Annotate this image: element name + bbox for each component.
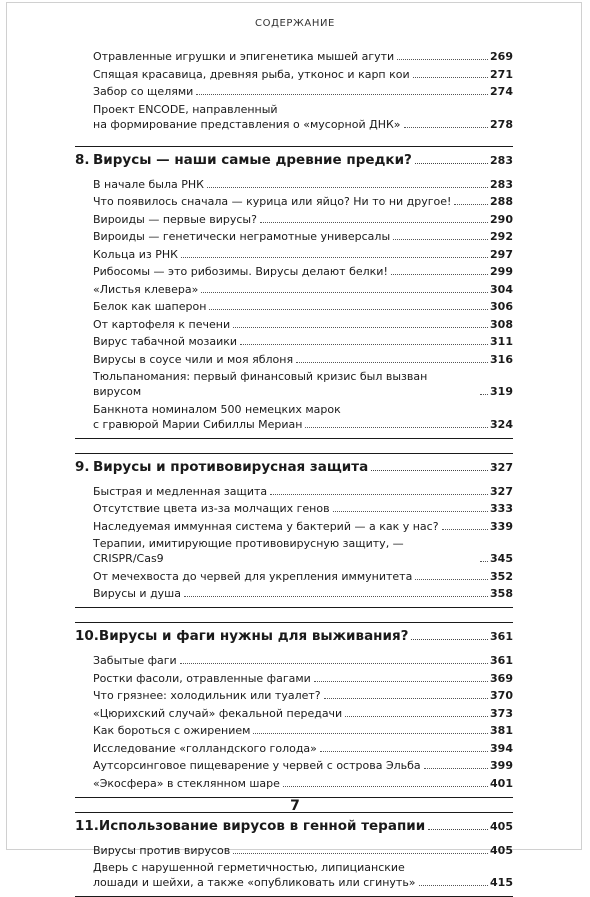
toc-entry[interactable] bbox=[75, 212, 513, 227]
dot-leader bbox=[480, 561, 488, 562]
dot-leader bbox=[415, 579, 488, 580]
chapter-title: Вирусы и фаги нужны для выживания? bbox=[98, 628, 409, 644]
toc-entry-title-line1: Проект ENCODE, направленный bbox=[93, 102, 278, 116]
toc-entry-title: Вирусы против вирусов bbox=[93, 843, 231, 857]
toc-entry-page: 339 bbox=[490, 519, 513, 533]
toc-entry-title: на формирование представления о «мусорной ДНК» bbox=[93, 117, 401, 131]
toc-entry[interactable] bbox=[75, 723, 513, 738]
toc-entry[interactable] bbox=[75, 586, 513, 601]
toc-entry[interactable] bbox=[75, 84, 513, 99]
toc-entry-page: 297 bbox=[490, 247, 513, 261]
dot-leader bbox=[305, 427, 488, 428]
dot-leader bbox=[201, 292, 488, 293]
dot-leader bbox=[196, 94, 488, 95]
toc-entry-title: Вироиды — генетически неграмотные универсалы bbox=[93, 230, 391, 243]
toc-entry-title: Отсутствие цвета из-за молчащих генов bbox=[93, 502, 330, 515]
chapter-page: 405 bbox=[490, 819, 513, 833]
dot-leader bbox=[424, 768, 488, 769]
chapter-page: 283 bbox=[490, 153, 513, 167]
toc-entry-title: Аутсорсинговое пищеварение у червей с острова Эльба bbox=[93, 759, 421, 772]
toc-entry[interactable] bbox=[75, 860, 513, 890]
toc-entry-page: 306 bbox=[490, 300, 513, 313]
chapter-number: 11. bbox=[75, 817, 99, 834]
toc-entry-title: Рибосомы — это рибозимы. Вирусы делают белки! bbox=[93, 265, 388, 278]
dot-leader bbox=[314, 681, 488, 682]
toc-entry[interactable] bbox=[75, 671, 513, 686]
toc-entry[interactable] bbox=[75, 49, 513, 64]
toc-entry-page: 369 bbox=[490, 671, 513, 685]
toc-entry-page: 278 bbox=[490, 117, 513, 131]
toc-entry[interactable] bbox=[75, 776, 513, 791]
dot-leader bbox=[233, 327, 488, 328]
chapter-title: Вирусы — наши самые древние предки? bbox=[93, 151, 412, 168]
dot-leader bbox=[428, 829, 488, 830]
toc-entry-page: 415 bbox=[490, 876, 513, 889]
toc-entry-title: Вирусы и душа bbox=[93, 587, 181, 600]
toc-entry-page: 288 bbox=[490, 195, 513, 208]
chapter-number: 8. bbox=[75, 151, 90, 168]
toc-entry[interactable] bbox=[75, 569, 513, 584]
dot-leader bbox=[283, 786, 488, 787]
toc-entry-page: 352 bbox=[490, 569, 513, 583]
toc-entry-page: 299 bbox=[490, 265, 513, 278]
toc-entry-page: 394 bbox=[490, 741, 513, 755]
dot-leader bbox=[371, 470, 488, 471]
toc-entry[interactable] bbox=[75, 67, 513, 82]
toc-entry-title: Тюльпаномания: первый финансовый кризис был вызван вирусом bbox=[93, 370, 428, 398]
toc-entry[interactable] bbox=[75, 519, 513, 534]
chapter-rule-top bbox=[75, 453, 513, 454]
toc-entry[interactable] bbox=[75, 758, 513, 773]
dot-leader bbox=[233, 853, 488, 854]
toc-entry-title: Вироиды — первые вирусы? bbox=[93, 212, 257, 226]
toc-entry-page: 308 bbox=[490, 317, 513, 331]
toc-entry-page: 401 bbox=[490, 776, 513, 790]
toc-entry-title: с гравюрой Марии Сибиллы Мериан bbox=[93, 417, 303, 431]
toc-entry[interactable] bbox=[75, 247, 513, 262]
dot-leader bbox=[442, 529, 488, 530]
toc-entry[interactable] bbox=[75, 843, 513, 858]
toc-entry-title: лошади и шейхи, а также «опубликовать или сгинуть» bbox=[93, 876, 416, 889]
toc-entry-page: 304 bbox=[490, 282, 513, 296]
chapter-title: Использование вирусов в генной терапии bbox=[98, 817, 426, 834]
toc-entry[interactable] bbox=[75, 229, 513, 244]
dot-leader bbox=[296, 362, 488, 363]
toc-entry-page: 361 bbox=[490, 654, 513, 667]
toc-entry-title: Ростки фасоли, отравленные фагами bbox=[93, 671, 311, 685]
toc-entry[interactable] bbox=[75, 688, 513, 703]
toc-entry[interactable] bbox=[75, 653, 513, 668]
toc-entry-title: Отравленные игрушки и эпигенетика мышей агути bbox=[93, 50, 395, 63]
toc-entry[interactable] bbox=[75, 402, 513, 432]
dot-leader bbox=[404, 127, 489, 128]
chapter-number: 9. bbox=[75, 458, 90, 475]
toc-entry-title: Наследуемая иммунная система у бактерий — а как у нас? bbox=[93, 519, 439, 533]
toc-entry-page: 319 bbox=[490, 385, 513, 398]
dot-leader bbox=[207, 187, 488, 188]
chapter-heading[interactable] bbox=[75, 152, 513, 169]
toc-entry[interactable] bbox=[75, 741, 513, 756]
dot-leader bbox=[240, 344, 488, 345]
toc-entry-title: «Цюрихский случай» фекальной передачи bbox=[93, 706, 343, 720]
toc-entry[interactable] bbox=[75, 299, 513, 314]
dot-leader bbox=[397, 59, 488, 60]
toc-entry-title: Как бороться с ожирением bbox=[93, 724, 251, 737]
toc-entry-page: 373 bbox=[490, 706, 513, 720]
toc-entry-page: 327 bbox=[490, 484, 513, 498]
toc-entry[interactable] bbox=[75, 334, 513, 349]
toc-entry-title: От картофеля к печени bbox=[93, 317, 231, 331]
running-head: СОДЕРЖАНИЕ bbox=[255, 18, 335, 29]
chapter-heading[interactable] bbox=[75, 459, 513, 476]
toc-entry-page: 345 bbox=[490, 552, 513, 565]
toc-entry-page: 316 bbox=[490, 352, 513, 366]
toc-entry[interactable] bbox=[75, 282, 513, 297]
dot-leader bbox=[391, 274, 488, 275]
dot-leader bbox=[333, 511, 488, 512]
dot-leader bbox=[181, 257, 488, 258]
dot-leader bbox=[324, 698, 488, 699]
toc-entry-title: Забытые фаги bbox=[93, 654, 177, 667]
toc-entry[interactable] bbox=[75, 352, 513, 367]
dot-leader bbox=[411, 639, 488, 640]
toc-entry[interactable] bbox=[75, 484, 513, 499]
dot-leader bbox=[209, 309, 488, 310]
chapter-heading[interactable] bbox=[75, 818, 513, 835]
dot-leader bbox=[180, 663, 488, 664]
dot-leader bbox=[320, 751, 488, 752]
toc-entry[interactable] bbox=[75, 177, 513, 192]
dot-leader bbox=[270, 494, 488, 495]
toc-entry-page: 311 bbox=[490, 335, 513, 348]
toc-entry[interactable] bbox=[75, 536, 513, 566]
toc-entry-page: 274 bbox=[490, 85, 513, 98]
toc-entry-title-line1: Дверь с нарушенной герметичностью, липицианские bbox=[93, 861, 405, 874]
toc-entry-title: «Экосфера» в стеклянном шаре bbox=[93, 776, 280, 790]
toc-entry[interactable] bbox=[75, 317, 513, 332]
toc-entry-title: «Листья клевера» bbox=[93, 282, 199, 296]
toc-entry[interactable] bbox=[75, 369, 513, 399]
table-of-contents bbox=[75, 49, 513, 897]
toc-entry-page: 333 bbox=[490, 502, 513, 515]
toc-entry-page: 269 bbox=[490, 50, 513, 63]
toc-entry-title: От мечехвоста до червей для укрепления иммунитета bbox=[93, 569, 413, 583]
chapter-rule-top bbox=[75, 622, 513, 623]
toc-entry[interactable] bbox=[75, 706, 513, 721]
chapter-rule-top bbox=[75, 146, 513, 147]
toc-entry-page: 283 bbox=[490, 177, 513, 191]
toc-entry-title: Что грязнее: холодильник или туалет? bbox=[93, 689, 321, 702]
chapter-page: 361 bbox=[490, 630, 513, 643]
page-number: 7 bbox=[290, 798, 300, 814]
toc-entry[interactable] bbox=[75, 102, 513, 132]
toc-entry-page: 405 bbox=[490, 843, 513, 857]
toc-entry-title: Терапии, имитирующие противовирусную защиту, — CRISPR/Cas9 bbox=[93, 537, 404, 565]
chapter-heading[interactable] bbox=[75, 628, 513, 645]
toc-entry-title: Забор со щелями bbox=[93, 85, 194, 98]
chapter-title: Вирусы и противовирусная защита bbox=[93, 458, 369, 475]
toc-entry[interactable] bbox=[75, 501, 513, 516]
toc-entry-page: 358 bbox=[490, 587, 513, 600]
chapter-number: 10. bbox=[75, 628, 99, 644]
toc-entry-title: Вирусы в соусе чили и моя яблоня bbox=[93, 352, 294, 366]
toc-entry[interactable] bbox=[75, 264, 513, 279]
chapter-rule-bottom bbox=[75, 438, 513, 439]
toc-entry-page: 370 bbox=[490, 689, 513, 702]
dot-leader bbox=[415, 163, 488, 164]
dot-leader bbox=[184, 596, 488, 597]
toc-entry-title: В начале была РНК bbox=[93, 177, 204, 191]
toc-entry-page: 381 bbox=[490, 724, 513, 737]
dot-leader bbox=[454, 204, 488, 205]
dot-leader bbox=[260, 222, 488, 223]
toc-entry[interactable] bbox=[75, 194, 513, 209]
toc-entry-title: Спящая красавица, древняя рыба, утконос и карп кои bbox=[93, 67, 410, 81]
chapter-page: 327 bbox=[490, 460, 513, 474]
toc-entry-title-line1: Банкнота номиналом 500 немецких марок bbox=[93, 402, 341, 416]
toc-entry-title: Белок как шаперон bbox=[93, 300, 207, 313]
toc-entry-page: 292 bbox=[490, 230, 513, 243]
toc-entry-title: Что появилось сначала — курица или яйцо? Ни то ни другое! bbox=[93, 195, 452, 208]
dot-leader bbox=[393, 239, 488, 240]
toc-entry-page: 271 bbox=[490, 67, 513, 81]
toc-entry-title: Исследование «голландского голода» bbox=[93, 741, 317, 755]
toc-entry-page: 399 bbox=[490, 759, 513, 772]
toc-entry-title: Вирус табачной мозаики bbox=[93, 335, 238, 348]
dot-leader bbox=[413, 77, 488, 78]
dot-leader bbox=[253, 733, 488, 734]
dot-leader bbox=[345, 716, 488, 717]
chapter-rule-bottom bbox=[75, 607, 513, 608]
toc-entry-title: Быстрая и медленная защита bbox=[93, 484, 268, 498]
toc-entry-page: 290 bbox=[490, 212, 513, 226]
toc-entry-page: 324 bbox=[490, 417, 513, 431]
toc-entry-title: Кольца из РНК bbox=[93, 247, 178, 261]
dot-leader bbox=[480, 394, 488, 395]
dot-leader bbox=[419, 885, 488, 886]
